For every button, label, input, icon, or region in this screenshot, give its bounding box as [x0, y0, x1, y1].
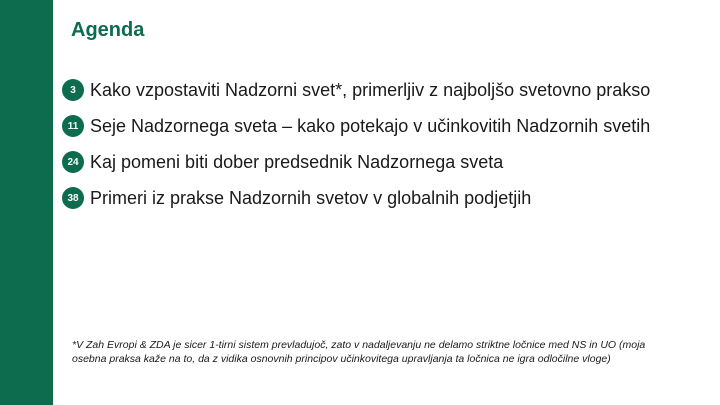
- agenda-item: [62, 108, 650, 144]
- agenda-item: [62, 144, 650, 180]
- page-number-badge: 11: [62, 115, 84, 137]
- footnote: *V Zah Evropi & ZDA je sicer 1-tirni sistem prevladujoč, zato v nadaljevanju ne delamo striktne ločnice med NS in UO (moja osebna praksa kaže na to, da z vidika osnovnih principov učinkovitega upravljanja ta ločnica ne igra odločilne vloge): [72, 339, 646, 365]
- agenda-list: [62, 72, 650, 216]
- agenda-item-text: Seje Nadzornega sveta – kako potekajo v učinkovitih Nadzornih svetih: [90, 115, 651, 136]
- agenda-item-text: Kako vzpostaviti Nadzorni svet*, primerljiv z najboljšo svetovno prakso: [90, 79, 651, 100]
- agenda-item-text: Kaj pomeni biti dober predsednik Nadzornega sveta: [90, 151, 504, 172]
- sidebar-accent-bar: [0, 0, 53, 405]
- agenda-item: [62, 72, 650, 108]
- page-number-badge: 24: [62, 151, 84, 173]
- page-number-badge: 3: [62, 79, 84, 101]
- page-number-badge: 38: [62, 187, 84, 209]
- agenda-item: [62, 180, 650, 216]
- agenda-item-text: Primeri iz prakse Nadzornih svetov v globalnih podjetjih: [90, 187, 532, 208]
- slide-title: Agenda: [71, 19, 145, 41]
